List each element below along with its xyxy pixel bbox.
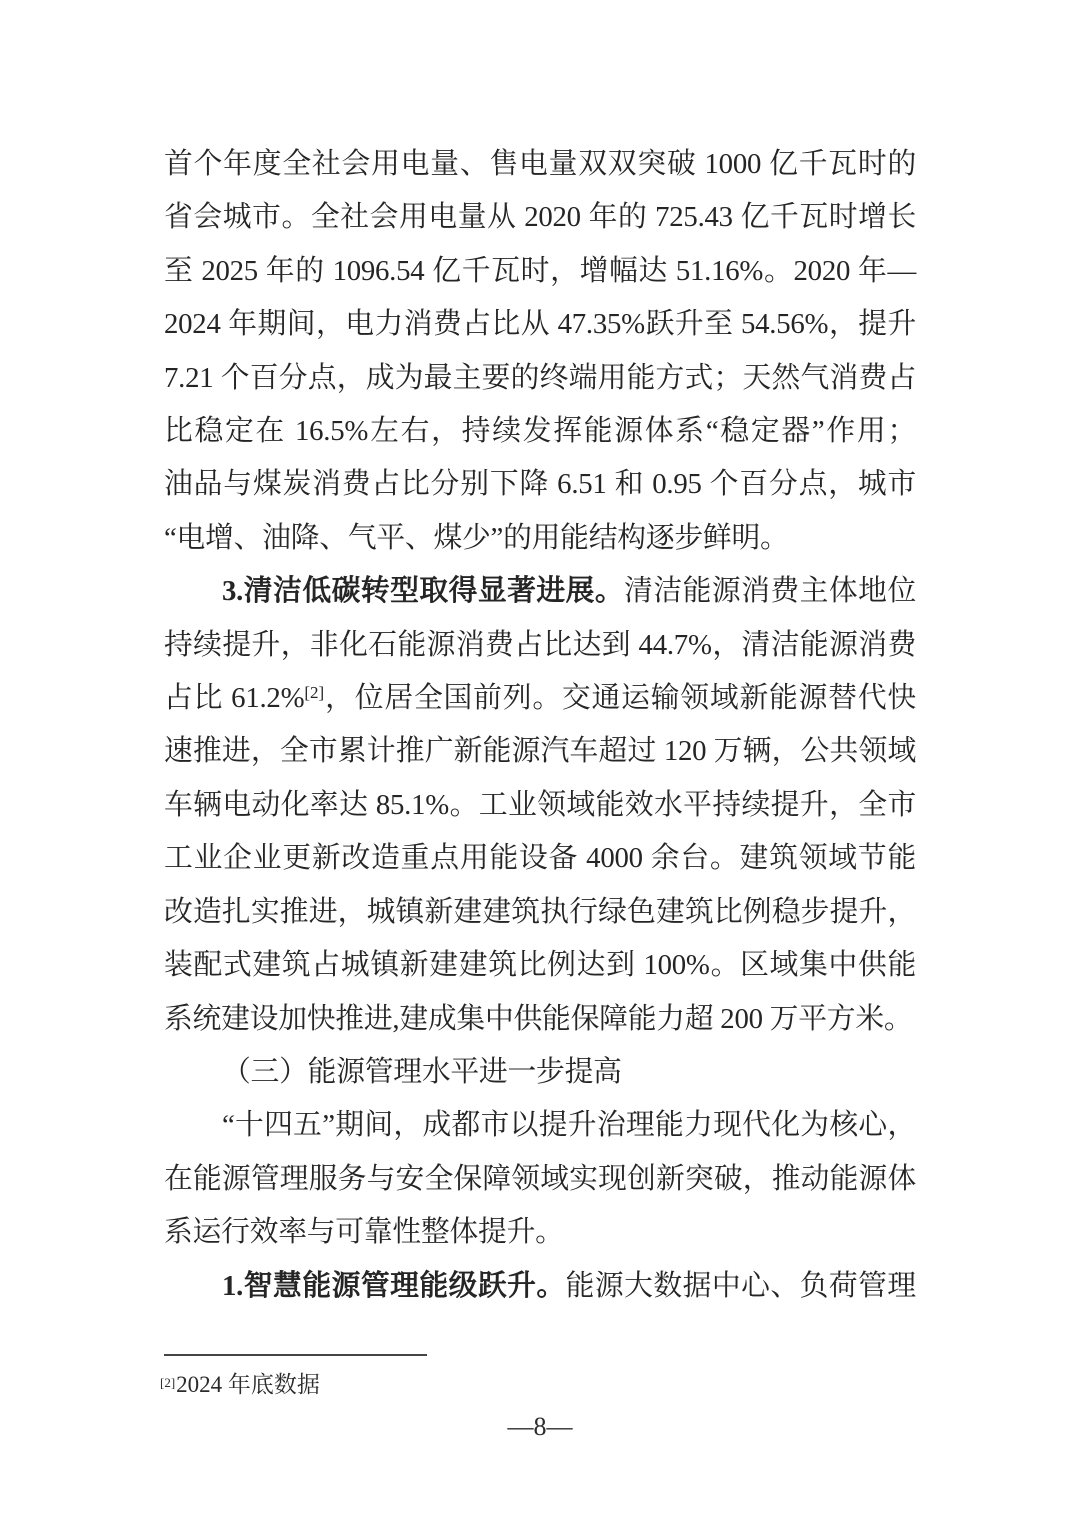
- body-text-run: 至 2025 年的 1096.54 亿千瓦时，增幅达 51.16%。2020 年—: [164, 254, 916, 287]
- body-text-run: ，位居全国前列。交通运输领域新能源替代快: [324, 682, 916, 715]
- footnote-text: 2024 年底数据: [176, 1372, 320, 1397]
- section-heading-run: （三）能源管理水平进一步提高: [222, 1055, 622, 1088]
- body-text-run: 车辆电动化率达 85.1%。工业领域能效水平持续提升，全市: [164, 788, 916, 821]
- text-line: [164, 832, 916, 885]
- text-line: [164, 512, 916, 565]
- text-line: [164, 993, 916, 1046]
- body-text-run: 2024 年期间，电力消费占比从 47.35%跃升至 54.56%，提升: [164, 308, 916, 341]
- text-line: [164, 405, 916, 458]
- body-text-run: 首个年度全社会用电量、售电量双双突破 1000 亿千瓦时的: [164, 148, 916, 180]
- text-line: [164, 1260, 916, 1313]
- text-line: [164, 458, 916, 511]
- body-text-run: 工业企业更新改造重点用能设备 4000 余台。建筑领域节能: [164, 842, 916, 875]
- document-body: [164, 138, 916, 1313]
- body-text-run: 油品与煤炭消费占比分别下降 6.51 和 0.95 个百分点，城市: [164, 468, 916, 501]
- body-text-run: 占比 61.2%: [164, 682, 305, 715]
- footnote-separator: [164, 1354, 427, 1356]
- body-text-run: 系运行效率与可靠性整体提升。: [164, 1216, 564, 1249]
- body-text-run: 清洁能源消费主体地位: [624, 575, 916, 608]
- body-text-run: 改造扎实推进，城镇新建建筑执行绿色建筑比例稳步提升，: [164, 895, 916, 928]
- body-text-run: “电增、油降、气平、煤少”的用能结构逐步鲜明。: [164, 521, 789, 554]
- body-text-run: 持续提升，非化石能源消费占比达到 44.7%，清洁能源消费: [164, 628, 916, 661]
- text-line: [164, 672, 916, 725]
- body-text-run: 比稳定在 16.5%左右，持续发挥能源体系“稳定器”作用；: [164, 415, 916, 448]
- text-line: [164, 939, 916, 992]
- body-text-run: 装配式建筑占城镇新建建筑比例达到 100%。区域集中供能: [164, 949, 916, 982]
- text-line: [164, 245, 916, 298]
- body-text-run: 7.21 个百分点，成为最主要的终端用能方式；天然气消费占: [164, 361, 916, 394]
- body-text-run: “十四五”期间，成都市以提升治理能力现代化为核心，: [222, 1109, 916, 1142]
- body-text-run: 能源大数据中心、负荷管理: [565, 1269, 916, 1302]
- body-text-run: 省会城市。全社会用电量从 2020 年的 725.43 亿千瓦时增长: [164, 201, 916, 234]
- text-line: [164, 298, 916, 351]
- text-line: [164, 352, 916, 405]
- text-line: [164, 565, 916, 618]
- text-line: [164, 886, 916, 939]
- text-line: [164, 1046, 916, 1099]
- footnote-ref-superscript: [2]: [304, 683, 325, 703]
- text-line: [164, 1153, 916, 1206]
- body-text-run: 在能源管理服务与安全保障领域实现创新突破，推动能源体: [164, 1162, 916, 1195]
- text-line: [164, 619, 916, 672]
- text-line: [164, 1206, 916, 1259]
- text-line: [164, 779, 916, 832]
- text-line: [164, 191, 916, 244]
- text-line: [164, 1099, 916, 1152]
- body-text-run: 系统建设加快推进,建成集中供能保障能力超 200 万平方米。: [164, 1002, 913, 1035]
- bold-heading-run: 1.智慧能源管理能级跃升。: [222, 1269, 566, 1302]
- bold-heading-run: 3.清洁低碳转型取得显著进展。: [222, 575, 625, 608]
- footnote: [160, 1368, 320, 1400]
- page-number: —8—: [507, 1412, 573, 1441]
- body-text-run: 速推进，全市累计推广新能源汽车超过 120 万辆，公共领域: [164, 735, 916, 768]
- text-line: [164, 725, 916, 778]
- footnote-marker: [2]: [160, 1375, 176, 1390]
- text-line: [164, 138, 916, 191]
